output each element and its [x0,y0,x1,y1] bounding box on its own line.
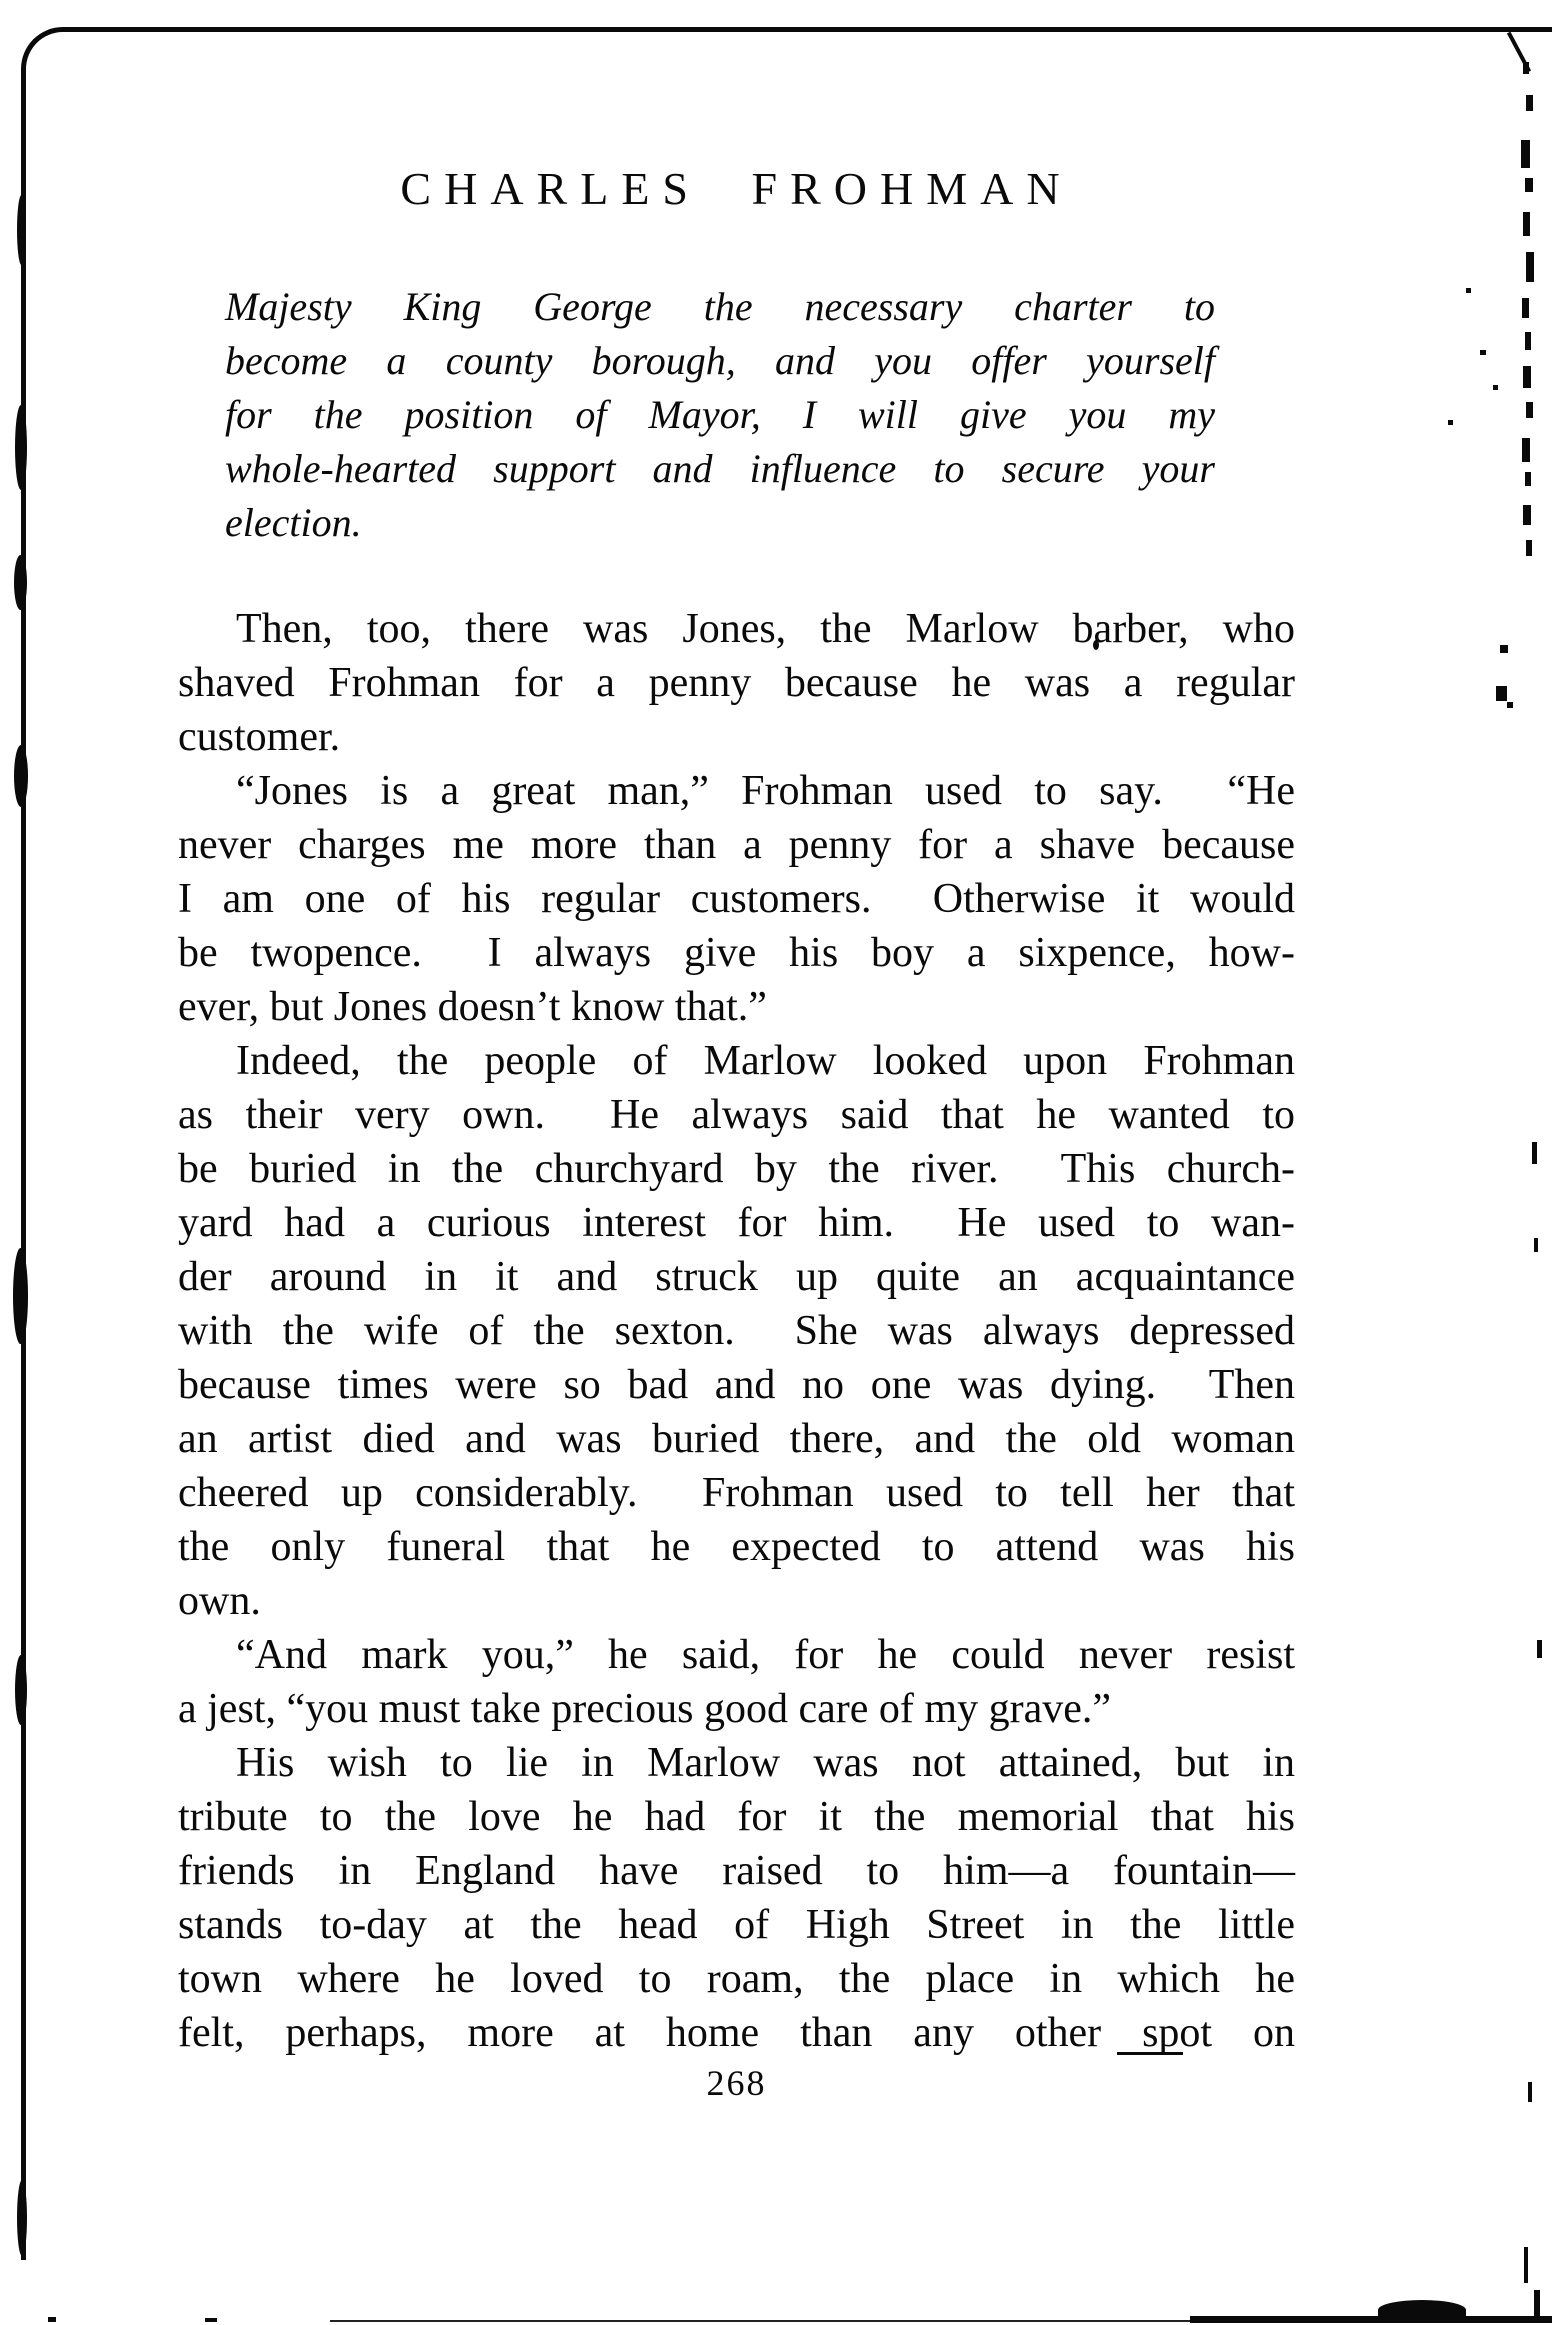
scan-artifact [1507,32,1531,73]
scan-artifact [1526,402,1533,418]
scan-artifact [1525,332,1531,350]
text-line: “And mark you,” he said, for he could never resist [236,1632,1295,1678]
scan-artifact [1522,438,1530,462]
scan-artifact [1522,298,1529,318]
quote-line: become a county borough, and you offer yourself [225,338,1215,383]
text-line: town where he loved to roam, the place in which he [178,1956,1295,2002]
text-line: der around in it and struck up quite an acquaintance [178,1254,1295,1300]
scan-artifact [14,555,27,610]
text-line: customer. [178,714,341,760]
text-line: ever, but Jones doesn’t know that.” [178,984,767,1030]
scan-artifact [1378,2300,1466,2320]
block-quote [225,280,1215,550]
paragraph [178,1628,1295,1736]
scan-artifact [1496,686,1507,701]
scan-artifact [330,2320,1192,2322]
scan-artifact [1526,95,1533,111]
text-line: friends in England have raised to him—a fountain— [178,1848,1295,1894]
page-number: 268 [706,2063,767,2103]
scan-artifact [1500,645,1508,653]
text-line: stands to-day at the head of High Street in the little [178,1902,1295,1948]
text-line: a jest, “you must take precious good care of my grave.” [178,1686,1112,1732]
text-line: “Jones is a great man,” Frohman used to say. “He [236,768,1295,814]
quote-line: for the position of Mayor, I will give you my [225,392,1215,437]
quote-line: whole-hearted support and influence to secure your [225,446,1215,491]
body-text [178,602,1295,2060]
text-line: with the wife of the sexton. She was always depressed [178,1308,1295,1354]
text-line: yard had a curious interest for him. He used to wan- [178,1200,1295,1246]
scan-artifact [1525,472,1531,486]
scan-artifact [15,405,27,490]
text-line: never charges me more than a penny for a shave because [178,822,1295,868]
text-column [178,0,1295,2106]
scan-artifact [1480,350,1486,355]
quote-line: election. [225,500,362,545]
scan-artifact [14,745,28,807]
scan-artifact [48,2317,56,2322]
paragraph [178,602,1295,764]
text-line: His wish to lie in Marlow was not attained, but in [236,1740,1295,1786]
text-line: cheered up considerably. Frohman used to tell her that [178,1470,1295,1516]
scan-artifact [1521,140,1530,168]
scan-artifact [1524,2247,1528,2283]
scan-artifact [1526,252,1534,282]
paragraph [178,1034,1295,1628]
running-header: CHARLES FROHMAN [400,163,1073,214]
scan-artifact [1448,420,1453,425]
text-line: Indeed, the people of Marlow looked upon Frohman [236,1038,1295,1084]
text-line: be buried in the churchyard by the river. This church- [178,1146,1295,1192]
quote-line: Majesty King George the necessary charter to [225,284,1215,329]
scan-artifact [205,2318,217,2322]
text-line: Then, too, there was Jones, the Marlow barber, who [236,606,1295,652]
scan-artifact [13,1248,28,1344]
text-line: an artist died and was buried there, and the old woman [178,1416,1295,1462]
scan-artifact [1537,1640,1542,1658]
paragraph [178,1736,1295,2060]
scan-artifact [17,195,26,265]
text-line: tribute to the love he had for it the memorial that his [178,1794,1295,1840]
scan-artifact [1493,385,1498,390]
scan-artifact [1507,702,1513,708]
scan-artifact [15,1655,27,1725]
scan-artifact [17,2180,27,2256]
text-line: own. [178,1578,261,1624]
text-line: shaved Frohman for a penny because he was a regular [178,660,1295,706]
scan-artifact [1526,540,1532,556]
text-line: be twopence. I always give his boy a sixpence, how- [178,930,1295,976]
scan-artifact [1523,212,1530,236]
scan-artifact [1532,1142,1537,1164]
scan-artifact [1466,288,1471,293]
scan-artifact [1525,178,1533,192]
paragraph [178,764,1295,1034]
scan-artifact [1534,1238,1538,1252]
scan-artifact [1528,2082,1532,2102]
scan-artifact [1523,505,1531,525]
text-line: I am one of his regular customers. Otherwise it would [178,876,1295,922]
text-line: because times were so bad and no one was dying. Then [178,1362,1295,1408]
text-line: felt, perhaps, more at home than any other spot on [178,2010,1295,2056]
text-line: as their very own. He always said that he wanted to [178,1092,1295,1138]
scan-artifact [1534,2290,1540,2323]
scan-artifact [1523,366,1531,388]
text-line: the only funeral that he expected to attend was his [178,1524,1295,1570]
scan-artifact [1190,2316,1552,2323]
